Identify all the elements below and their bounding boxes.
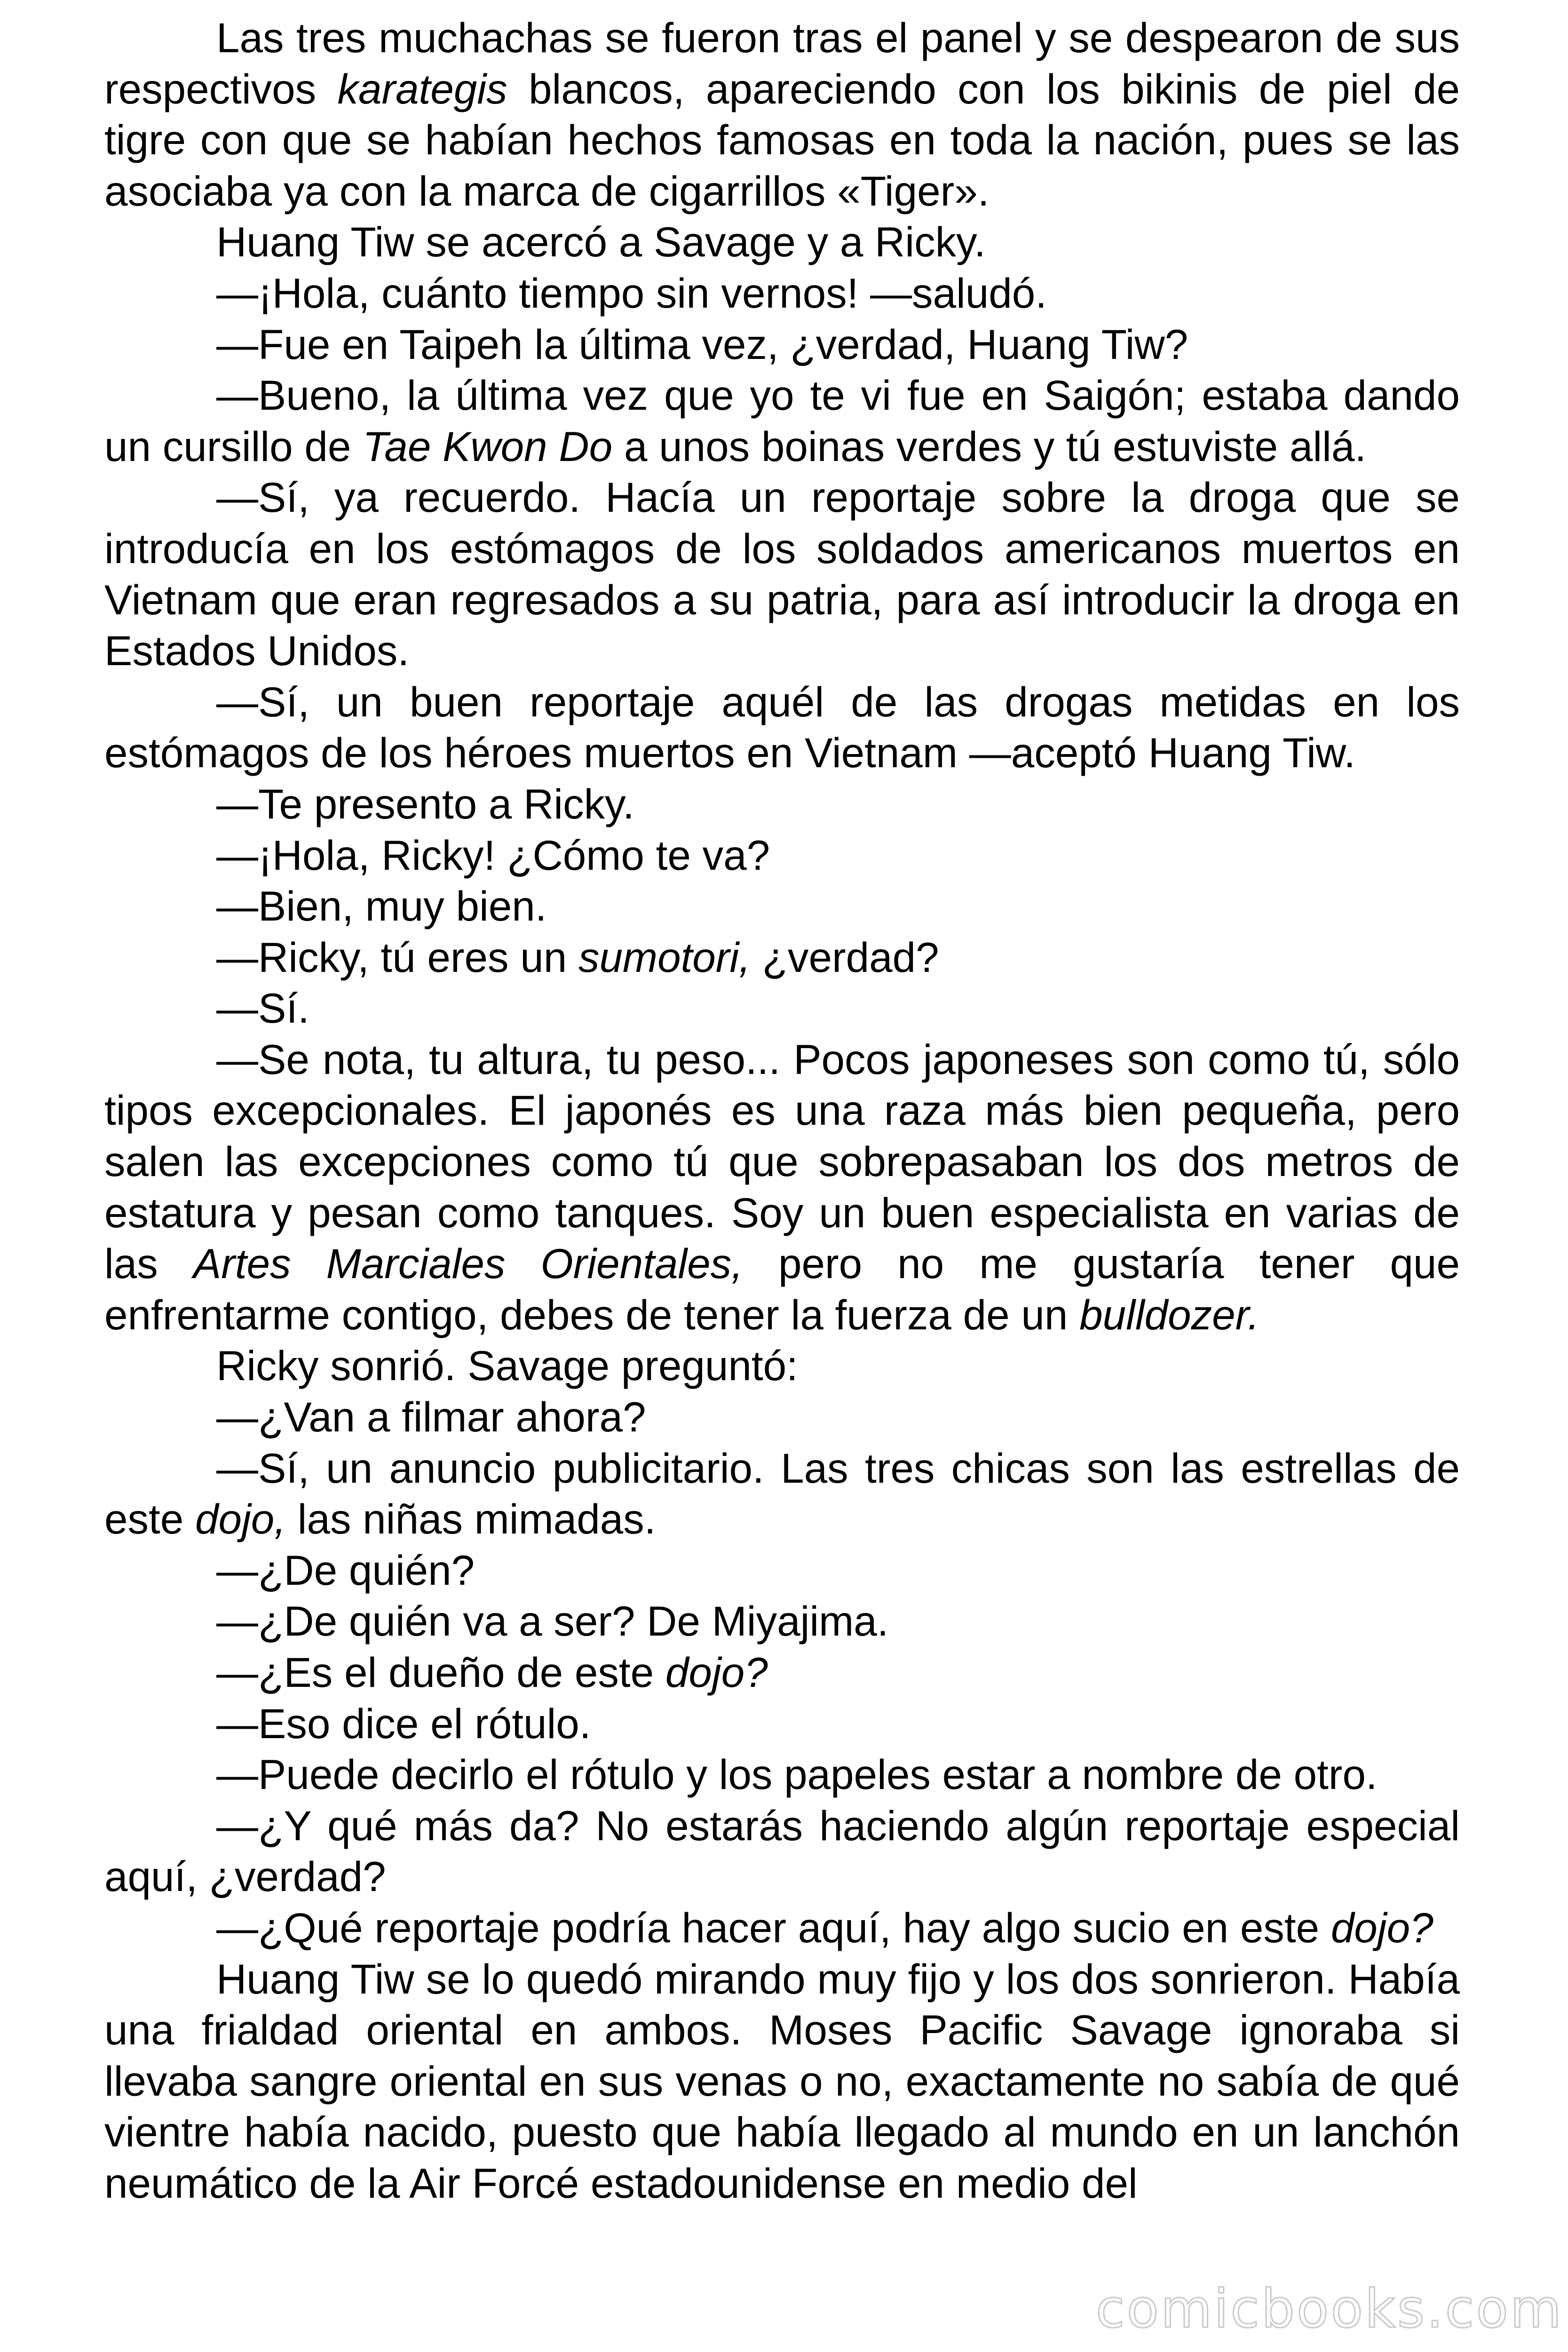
italic-text: dojo? (665, 1649, 768, 1696)
paragraph (104, 1954, 1460, 2209)
paragraph (104, 370, 1460, 472)
paragraph (104, 12, 1460, 216)
paragraph (104, 319, 1460, 370)
text-run: Huang Tiw se acercó a Savage y a Ricky. (216, 218, 986, 266)
paragraph (104, 216, 1460, 268)
text-run: —¿De quién va a ser? De Miyajima. (216, 1597, 889, 1645)
paragraph (104, 1902, 1460, 1954)
text-run: —Fue en Taipeh la última vez, ¿verdad, Huang Tiw? (216, 320, 1188, 368)
paragraph (104, 779, 1460, 830)
text-run: —Se nota, tu altura, tu peso... Pocos japoneses son como tú, sólo tipos excepcionales. El japonés es una raza más bien pequeña, pero salen las excepciones como tú que sobrepasaban los dos metros de estatura y pesan como tanques. Soy un buen especialista en varias de las (104, 1035, 1460, 1287)
text-run: a unos boinas verdes y tú estuviste allá. (612, 422, 1367, 470)
italic-text: dojo? (1330, 1904, 1433, 1951)
text-run: —¿Qué reportaje podría hacer aquí, hay algo sucio en este (216, 1904, 1331, 1951)
paragraph (104, 1545, 1460, 1596)
text-run: —Ricky, tú eres un (216, 933, 578, 981)
text-run: —¡Hola, cuánto tiempo sin vernos! —saludó. (216, 269, 1047, 317)
text-run: Las tres muchachas se fueron tras el panel y se despearon de sus respectivos (104, 14, 1460, 112)
text-run: —Bien, muy bien. (216, 882, 547, 930)
text-run: —Sí, ya recuerdo. Hacía un reportaje sobre la droga que se introducía en los estómagos de los soldados americanos muertos en Vietnam que eran regresados a su patria, para así introducir la droga en Estados Unidos. (104, 474, 1460, 675)
italic-text: Artes Marciales Orientales, (193, 1240, 743, 1287)
text-run: —Te presento a Ricky. (216, 780, 634, 827)
text-run: —Puede decirlo el rótulo y los papeles estar a nombre de otro. (216, 1751, 1378, 1798)
text-run: —¿De quién? (216, 1546, 475, 1594)
paragraph (104, 1596, 1460, 1647)
italic-text: dojo, (195, 1495, 286, 1543)
paragraph (104, 1340, 1460, 1391)
paragraph (104, 1749, 1460, 1800)
text-run: —Sí, un anuncio publicitario. Las tres chicas son las estrellas de este (104, 1444, 1460, 1543)
site-watermark: comicbooks.com (1095, 2279, 1563, 2340)
paragraph (104, 932, 1460, 983)
paragraph (104, 1391, 1460, 1443)
text-run: blancos, apareciendo con los bikinis de piel de tigre con que se habían hechos famosas en toda la nación, pues se las asociaba ya con la marca de cigarrillos «Tiger». (104, 65, 1460, 215)
text-run: Huang Tiw se lo quedó mirando muy fijo y los dos sonrieron. Había una frialdad oriental en ambos. Moses Pacific Savage ignoraba si llevaba sangre oriental en sus venas o no, exactamente no sabía de qué vientre había nacido, puesto que había llegado al mundo en un lanchón neumático de la Air Forcé estadounidense en medio del (104, 1955, 1460, 2207)
text-run: —Bueno, la última vez que yo te vi fue en Saigón; estaba dando un cursillo de (104, 372, 1460, 470)
text-run: ¿verdad? (750, 933, 939, 981)
paragraph (104, 1800, 1460, 1902)
paragraph (104, 881, 1460, 932)
text-run: Ricky sonrió. Savage preguntó: (216, 1342, 798, 1390)
paragraph (104, 268, 1460, 319)
text-run: —Sí. (216, 985, 309, 1032)
italic-text: bulldozer. (1079, 1291, 1259, 1338)
paragraph (104, 1034, 1460, 1341)
paragraph (104, 472, 1460, 676)
body-text (104, 12, 1460, 2209)
italic-text: sumotori, (578, 933, 751, 981)
paragraph (104, 983, 1460, 1034)
text-run: —¿Es el dueño de este (216, 1649, 665, 1696)
text-run: —Sí, un buen reportaje aquél de las drogas metidas en los estómagos de los héroes muertos en Vietnam —aceptó Huang Tiw. (104, 678, 1460, 777)
text-run: pero no me gustaría tener que enfrentarme contigo, debes de tener la fuerza de un (104, 1240, 1460, 1338)
paragraph (104, 676, 1460, 779)
text-run: —¿Y qué más da? No estarás haciendo algún reportaje especial aquí, ¿verdad? (104, 1802, 1460, 1900)
italic-text: Tae Kwon Do (363, 422, 613, 470)
text-run: las niñas mimadas. (285, 1495, 656, 1543)
paragraph (104, 1443, 1460, 1545)
text-run: —¡Hola, Ricky! ¿Cómo te va? (216, 831, 770, 879)
italic-text: karategis (337, 65, 507, 112)
paragraph (104, 1698, 1460, 1749)
paragraph (104, 830, 1460, 881)
text-run: —¿Van a filmar ahora? (216, 1393, 646, 1441)
text-run: —Eso dice el rótulo. (216, 1700, 591, 1747)
paragraph (104, 1647, 1460, 1698)
